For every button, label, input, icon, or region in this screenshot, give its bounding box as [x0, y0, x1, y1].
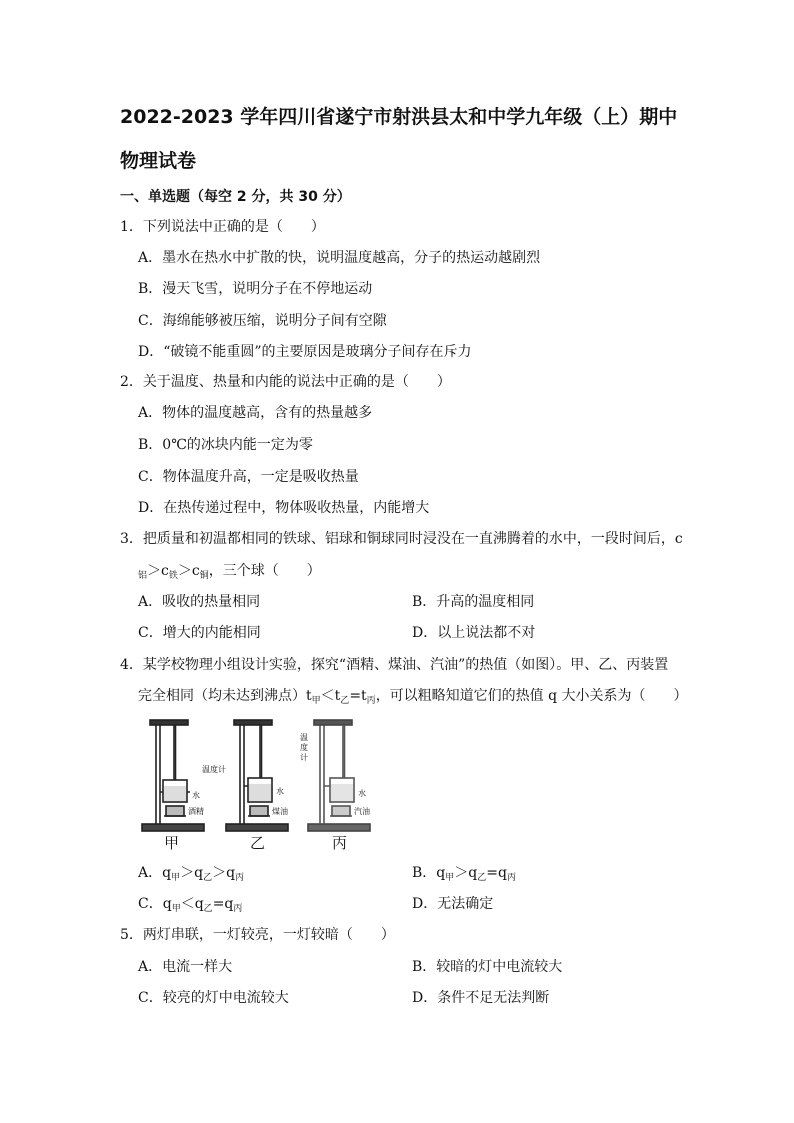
- q5-option-c: C．较亮的灯中电流较大: [138, 990, 289, 1006]
- q5-option-b: B．较暗的灯中电流较大: [412, 959, 563, 975]
- q3-option-d: D．以上说法都不对: [412, 625, 536, 641]
- fig-label-thermometer-v1: 温: [300, 733, 308, 742]
- q4-sub-jia: 甲: [311, 696, 321, 706]
- q3-option-b: B．升高的温度相同: [412, 594, 535, 610]
- q4-a-sub-2: 乙: [203, 873, 213, 883]
- fig-label-thermometer-v2: 度: [300, 743, 308, 752]
- experiment-figure: [136, 716, 384, 852]
- q1-option-b: B．漫天飞雪，说明分子在不停地运动: [138, 281, 373, 297]
- q4-sub-yi: 乙: [340, 696, 350, 706]
- q4-stem: 4．某学校物理小组设计实验，探究“酒精、煤油、汽油”的热值（如图）。甲、乙、丙装置: [120, 657, 669, 673]
- fig-label-water-3: 水: [358, 789, 366, 798]
- q4-c-op-2: =q: [212, 896, 234, 912]
- q3-sub-cu: 铜: [199, 571, 209, 581]
- exam-title-line-2: 物理试卷: [120, 150, 197, 172]
- q4-option-a: [138, 864, 244, 887]
- q3-option-c: C．增大的内能相同: [138, 625, 261, 641]
- fig-label-gasoline: 汽油: [354, 807, 370, 816]
- q4-stem-line-2: [138, 687, 688, 710]
- q4-c-sub-2: 乙: [203, 904, 213, 914]
- fig-label-water-2: 水: [276, 787, 284, 796]
- q5-option-a: A．电流一样大: [138, 959, 233, 975]
- experiment-apparatus-illustration: [136, 716, 384, 852]
- q4-option-c: [138, 895, 242, 918]
- q2-option-d: D．在热传递过程中，物体吸收热量，内能增大: [138, 500, 430, 516]
- q4-b-q: B．q: [412, 865, 446, 881]
- exam-title-line-1: 2022-2023 学年四川省遂宁市射洪县太和中学九年级（上）期中: [120, 106, 678, 128]
- q4-c-q: C．q: [138, 896, 172, 912]
- q4-a-op-2: ＞q: [212, 865, 236, 881]
- q3-stem-line-2: [138, 562, 321, 585]
- fig-label-alcohol: 酒精: [188, 807, 204, 816]
- q4-sub-bing: 丙: [366, 696, 376, 706]
- q3-sub-al: 铝: [138, 571, 148, 581]
- q3-tail: ，三个球（ ）: [208, 563, 321, 579]
- q4-line2-tail: ，可以粗略知道它们的热值 q 大小关系为（ ）: [375, 688, 688, 704]
- fig-label-bing: 丙: [332, 834, 348, 852]
- fig-label-yi: 乙: [250, 834, 266, 852]
- q2-option-c: C．物体温度升高，一定是吸收热量: [138, 469, 359, 485]
- q4-b-op-2: =q: [486, 865, 507, 881]
- q4-lt: ＜t: [320, 688, 341, 704]
- fig-label-water-1: 水: [192, 791, 200, 800]
- q3-gt-2: ＞c: [177, 563, 200, 579]
- q1-option-c: C．海绵能够被压缩，说明分子间有空隙: [138, 313, 387, 329]
- q4-b-sub-1: 甲: [445, 873, 455, 883]
- q4-b-op-1: ＞q: [454, 865, 478, 881]
- q4-c-op-1: ＜q: [180, 896, 204, 912]
- q4-line2-pre: 完全相同（均未达到沸点）t: [138, 688, 312, 704]
- q3-gt-1: ＞c: [147, 563, 169, 579]
- fig-label-thermometer: 温度计: [202, 765, 226, 774]
- q3-option-a: A．吸收的热量相同: [138, 594, 261, 610]
- q4-b-sub-3: 丙: [506, 873, 516, 883]
- q4-c-sub-1: 甲: [171, 904, 181, 914]
- q5-option-d: D．条件不足无法判断: [412, 990, 550, 1006]
- q4-a-sub-1: 甲: [171, 873, 181, 883]
- q4-eq: =t: [349, 688, 367, 704]
- q4-option-d: D．无法确定: [412, 896, 494, 912]
- fig-label-thermometer-v3: 计: [300, 753, 308, 762]
- q4-option-b: [412, 864, 516, 887]
- q1-stem: 1．下列说法中正确的是（ ）: [120, 219, 325, 235]
- q2-option-a: A．物体的温度越高，含有的热量越多: [138, 405, 373, 421]
- q4-b-sub-2: 乙: [477, 873, 487, 883]
- q2-stem: 2．关于温度、热量和内能的说法中正确的是（ ）: [120, 374, 451, 390]
- q5-stem: 5．两灯串联，一灯较亮，一灯较暗（ ）: [120, 927, 395, 943]
- section-heading: 一、单选题（每空 2 分，共 30 分）: [120, 189, 351, 205]
- q3-sub-fe: 铁: [168, 571, 178, 581]
- q1-option-d: D．“破镜不能重圆”的主要原因是玻璃分子间存在斥力: [138, 344, 472, 360]
- q4-a-op-1: ＞q: [180, 865, 204, 881]
- q2-option-b: B．0℃的冰块内能一定为零: [138, 437, 313, 453]
- fig-label-kerosene: 煤油: [272, 807, 288, 816]
- q4-a-q: A．q: [138, 865, 172, 881]
- fig-label-jia: 甲: [164, 834, 180, 852]
- q1-option-a: A．墨水在热水中扩散的快，说明温度越高，分子的热运动越剧烈: [138, 250, 541, 266]
- q4-a-sub-3: 丙: [235, 873, 245, 883]
- q3-stem: 3．把质量和初温都相同的铁球、铝球和铜球同时浸没在一直沸腾着的水中，一段时间后，c: [120, 531, 683, 547]
- q4-c-sub-3: 丙: [233, 904, 243, 914]
